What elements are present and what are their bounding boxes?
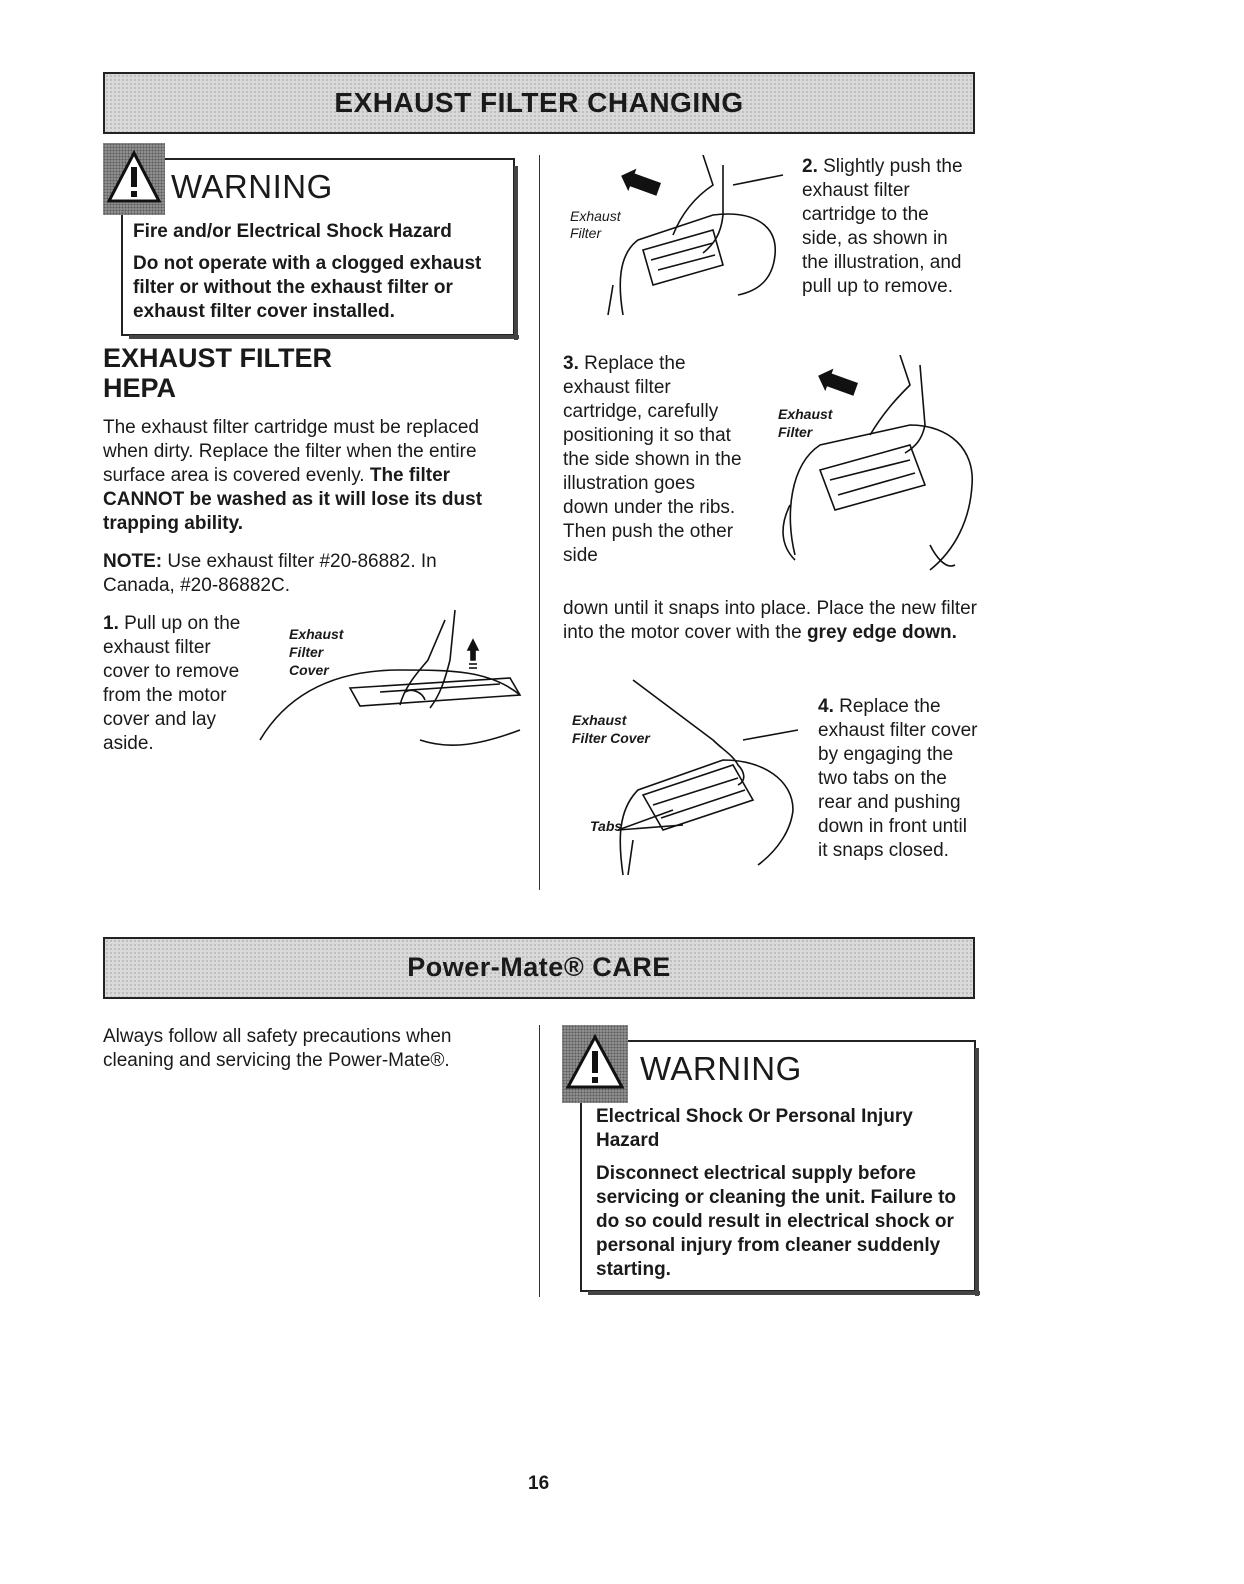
label-step1-exhaust: Exhaust [289,626,344,642]
warning-hazard: Electrical Shock Or Personal Injury Hazard [596,1106,913,1151]
heading-hepa: HEPA [103,373,177,403]
section-title: Power-Mate® CARE [407,952,671,982]
label-step4-filter-cover: Filter Cover [572,730,650,746]
note-paragraph: NOTE: Use exhaust filter #20-86882. In Canada, #20-86882C. [103,551,437,596]
warning-title: WARNING [640,1050,802,1087]
label-step2-exhaust: Exhaust [570,208,621,224]
section-banner-power-mate [103,937,975,999]
label-step3-exhaust: Exhaust [778,406,833,422]
illustration-step-3 [760,355,980,580]
label-step4-exhaust: Exhaust [572,712,627,728]
power-mate-intro: Always follow all safety precautions when cleaning and servicing the Power-Mate®. [103,1026,452,1071]
label-step2-filter: Filter [570,225,602,241]
column-divider [539,155,540,890]
section-banner-exhaust-filter [103,72,975,134]
step-3-part-a: 3. Replace the exhaust filter cartridge, carefully positioning it so that the side shown in the illustration goes down under the ribs. Then push the other side [563,353,742,566]
warning-text: Disconnect electrical supply before servicing or cleaning the unit. Failure to do so could result in electrical shock or personal injury from cleaner suddenly starting. [596,1163,957,1280]
step-1: 1. Pull up on the exhaust filter cover to remove from the motor cover and lay aside. [103,613,241,754]
warning-triangle-icon [562,1025,628,1103]
label-step1-cover: Cover [289,662,329,678]
heading-exhaust-filter: EXHAUST FILTER [103,343,332,373]
warning-triangle-icon [103,143,165,215]
label-step3-filter: Filter [778,424,813,440]
section-title: EXHAUST FILTER CHANGING [334,87,744,118]
paragraph-filter-info: The exhaust filter cartridge must be replaced when dirty. Replace the filter when the entire surface area is covered evenly. The filter CANNOT be washed as it will lose its dust trapping ability. [103,417,483,534]
label-step1-filter: Filter [289,644,324,660]
warning-text: Do not operate with a clogged exhaust filter or without the exhaust filter or exhaust filter cover installed. [133,253,482,322]
step-4: 4. Replace the exhaust filter cover by engaging the two tabs on the rear and pushing down in front until it snaps closed. [818,696,978,861]
label-step4-tabs: Tabs [590,818,623,834]
step-2: 2. Slightly push the exhaust filter cartridge to the side, as shown in the illustration, and pull up to remove. [802,156,963,297]
illustration-step-4 [563,670,813,885]
column-divider [539,1025,540,1297]
page-number: 16 [528,1473,550,1494]
warning-title: WARNING [171,168,333,205]
step-3-part-b: down until it snaps into place. Place the new filter into the motor cover with the grey edge down. [563,598,978,643]
warning-hazard: Fire and/or Electrical Shock Hazard [133,221,452,242]
